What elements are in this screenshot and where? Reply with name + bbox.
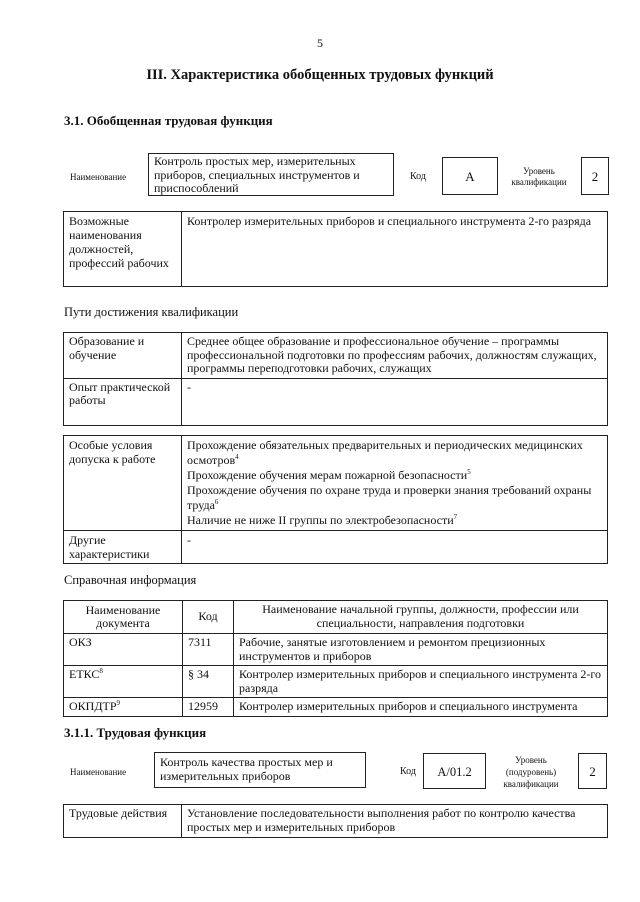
ref-doc: ОКПДТР$^9$ <box>64 698 183 717</box>
gtf-name-box: Контроль простых мер, измерительных приборов, специальных инструментов и приспособлений <box>148 153 394 196</box>
reference-heading: Справочная информация <box>64 573 197 587</box>
tf-name-label: Наименование <box>70 767 127 777</box>
tf-code-box: А/01.2 <box>423 753 486 789</box>
gtf-code-box: А <box>442 157 498 195</box>
actions-value: Установление последовательности выполнения работ по контролю качества простых мер и измерительных приборов <box>182 805 608 838</box>
other-value: - <box>182 531 608 564</box>
level-label: Уровень квалификации <box>511 166 567 187</box>
table-header-row <box>64 601 608 634</box>
tf-level-box: 2 <box>578 753 607 789</box>
tf-name-box: Контроль качества простых мер и измерительных приборов <box>154 752 366 788</box>
col-name-header: Наименование начальной группы, должности, профессии или специальности, направления подготовки <box>234 601 608 634</box>
name-label: Наименование <box>70 172 127 182</box>
education-label: Образование и обучение <box>64 333 182 379</box>
conditions-value <box>182 436 608 531</box>
col-doc-header: Наименование документа <box>64 601 183 634</box>
page-title: III. Характеристика обобщенных трудовых функций <box>146 67 494 83</box>
experience-value: - <box>182 378 608 425</box>
ref-name: Рабочие, занятые изготовлением и ремонтом прецизионных инструментов и приборов <box>234 634 608 666</box>
gtf-level-box: 2 <box>581 157 609 195</box>
ref-code: 12959 <box>183 698 234 717</box>
paths-table <box>63 332 608 426</box>
ref-doc: ЕТКС$^8$ <box>64 666 183 698</box>
positions-table <box>63 211 608 287</box>
actions-table <box>63 804 608 838</box>
experience-label: Опыт практической работы <box>64 378 182 425</box>
code-label: Код <box>410 171 426 182</box>
table-row <box>64 634 608 666</box>
table-row <box>64 212 608 287</box>
positions-value: Контролер измерительных приборов и специального инструмента 2-го разряда <box>182 212 608 287</box>
table-row <box>64 698 608 717</box>
condition-item: Прохождение обязательных предварительных и периодических медицинских осмотров$^4$ <box>187 438 583 467</box>
ref-doc: ОКЗ <box>64 634 183 666</box>
ref-name: Контролер измерительных приборов и специального инструмента <box>234 698 608 717</box>
table-row <box>64 378 608 425</box>
conditions-label: Особые условия допуска к работе <box>64 436 182 531</box>
page-number: 5 <box>317 36 323 50</box>
ref-name: Контролер измерительных приборов и специального инструмента 2-го разряда <box>234 666 608 698</box>
col-code-header: Код <box>183 601 234 634</box>
section-heading-3-1-1: 3.1.1. Трудовая функция <box>64 725 207 740</box>
ref-code: 7311 <box>183 634 234 666</box>
education-value: Среднее общее образование и профессиональное обучение – программы профессиональной подготовки по профессиям рабочих, должностям служащих, программы переподготовки рабочих, служащих <box>182 333 608 379</box>
conditions-table <box>63 435 608 564</box>
tf-level-label: Уровень (подуровень) квалификации <box>503 755 559 789</box>
condition-item: Прохождение обучения по охране труда и проверки знания требований охраны труда$^6$ <box>187 483 592 512</box>
reference-table <box>63 600 608 717</box>
condition-item: Прохождение обучения мерам пожарной безопасности$^5$ <box>187 468 471 482</box>
condition-item: Наличие не ниже II группы по электробезопасности$^7$ <box>187 513 458 527</box>
other-label: Другие характеристики <box>64 531 182 564</box>
table-row <box>64 666 608 698</box>
ref-code: § 34 <box>183 666 234 698</box>
table-row <box>64 805 608 838</box>
tf-code-label: Код <box>400 766 416 777</box>
table-row <box>64 436 608 531</box>
table-row <box>64 333 608 379</box>
section-heading-3-1: 3.1. Обобщенная трудовая функция <box>64 113 273 128</box>
table-row <box>64 531 608 564</box>
paths-heading: Пути достижения квалификации <box>64 305 239 319</box>
actions-label: Трудовые действия <box>64 805 182 838</box>
positions-label: Возможные наименования должностей, профессий рабочих <box>64 212 182 287</box>
